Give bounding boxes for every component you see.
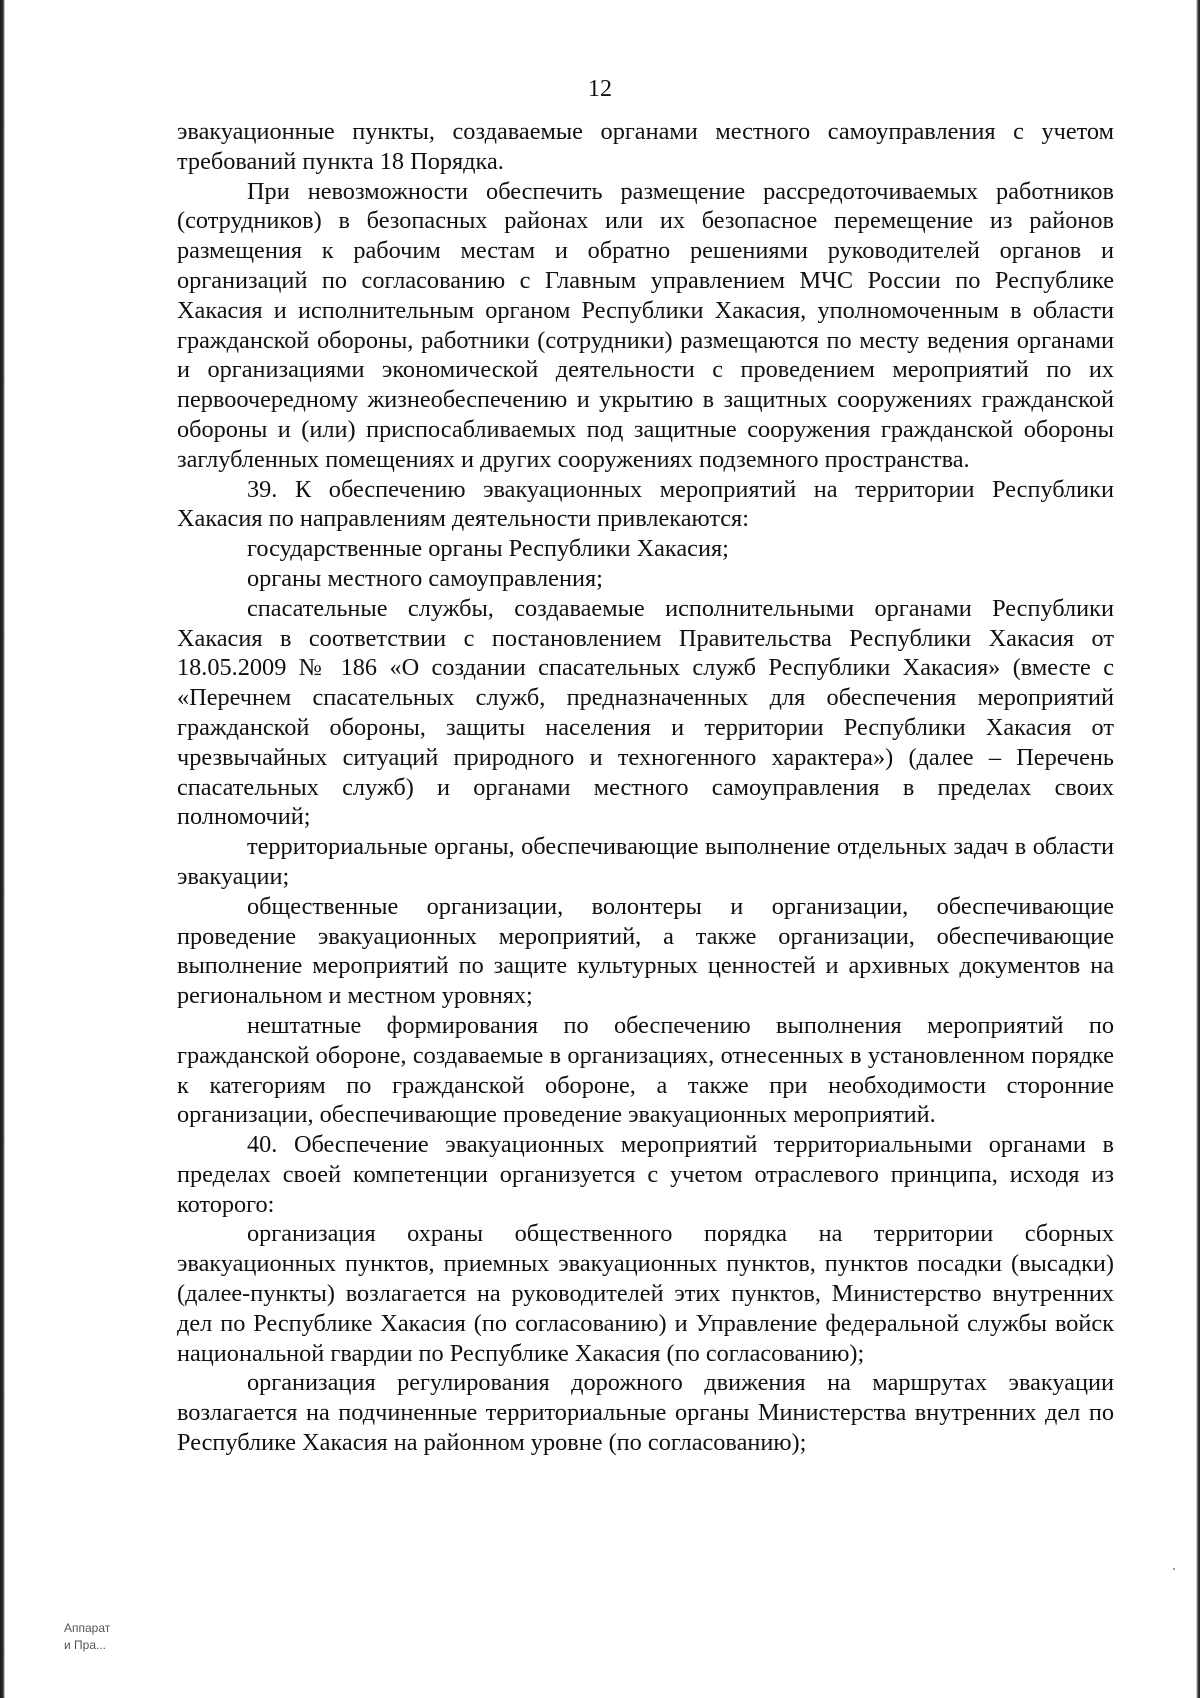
- paragraph: 40. Обеспечение эвакуационных мероприятий территориальными органами в пределах своей компетенции организуется с учетом отраслевого принципа, исходя из которого:: [177, 1131, 1114, 1218]
- paragraph: эвакуационные пункты, создаваемые органами местного самоуправления с учетом требований пункта 18 Порядка.: [177, 118, 1114, 175]
- scan-right-edge: [1196, 0, 1200, 1698]
- footer-stamp-line: и Пра...: [64, 1638, 107, 1652]
- document-body: [177, 117, 1114, 1458]
- footer-stamp-line: Аппарат: [64, 1621, 111, 1635]
- scan-left-edge: [0, 0, 5, 1698]
- paragraph: спасательные службы, создаваемые исполнительными органами Республики Хакасия в соответствии с постановлением Правительства Республики Хакасия от 18.05.2009 № 186 «О создании спасательных служб Республики Хакасия» (вместе с «Перечнем спасательных служб, предназначенных для обеспечения мероприятий гражданской обороны, защиты населения и территории Республики Хакасия от чрезвычайных ситуаций природного и техногенного характера») (далее – Перечень спасательных служб) и органами местного самоуправления в пределах своих полномочий;: [177, 594, 1114, 831]
- paragraph: 39. К обеспечению эвакуационных мероприятий на территории Республики Хакасия по направлениям деятельности привлекаются:: [177, 475, 1114, 533]
- scan-speck: [1173, 1568, 1175, 1570]
- paragraph: органы местного самоуправления;: [247, 564, 603, 592]
- paragraph: государственные органы Республики Хакасия;: [247, 535, 729, 563]
- paragraph: При невозможности обеспечить размещение рассредоточиваемых работников (сотрудников) в безопасных районах или их безопасное перемещение из районов размещения к рабочим местам и обратно решениями руководителей органов и организаций по согласованию с Главным управлением МЧС России по Республике Хакасия и исполнительным органом Республики Хакасия, уполномоченным в области гражданской обороны, работники (сотрудники) размещаются по месту ведения органами и организациями экономической деятельности с проведением мероприятий по их первоочередному жизнеобеспечению и укрытию в защитных сооружениях гражданской обороны и (или) приспосабливаемых под защитные сооружения гражданской обороны заглубленных помещениях и других сооружениях подземного пространства.: [177, 177, 1114, 473]
- page-number: 12: [588, 76, 612, 102]
- footer-stamp: [64, 1620, 110, 1654]
- paragraph: организация регулирования дорожного движения на маршрутах эвакуации возлагается на подчиненные территориальные органы Министерства внутренних дел по Республике Хакасия на районном уровне (по согласованию);: [177, 1369, 1114, 1457]
- paragraph: общественные организации, волонтеры и организации, обеспечивающие проведение эвакуационных мероприятий, а также организации, обеспечивающие выполнение мероприятий по защите культурных ценностей и архивных документов на региональном и местном уровнях;: [177, 892, 1114, 1010]
- paragraph: организация охраны общественного порядка на территории сборных эвакуационных пунктов, приемных эвакуационных пунктов, пунктов посадки (высадки) (далее-пункты) возлагается на руководителей этих пунктов, Министерство внутренних дел по Республике Хакасия (по согласованию) и Управление федеральной службы войск национальной гвардии по Республике Хакасия (по согласованию);: [177, 1220, 1114, 1367]
- paragraph: территориальные органы, обеспечивающие выполнение отдельных задач в области эвакуации;: [177, 833, 1114, 890]
- paragraph: нештатные формирования по обеспечению выполнения мероприятий по гражданской обороне, создаваемые в организациях, отнесенных в установленном порядке к категориям по гражданской обороне, а также при необходимости сторонние организации, обеспечивающие проведение эвакуационных мероприятий.: [177, 1011, 1114, 1129]
